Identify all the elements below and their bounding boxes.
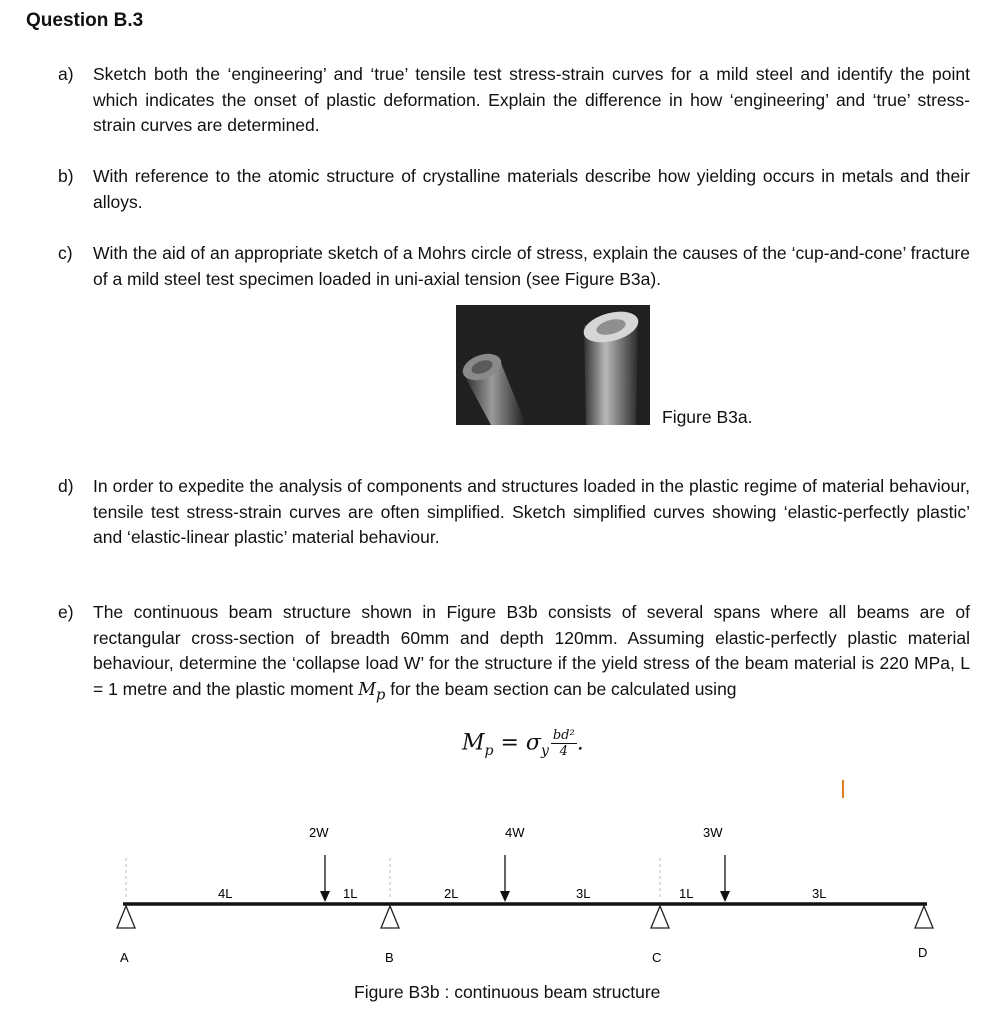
question-a-text: Sketch both the ‘engineering’ and ‘true’ tensile test stress-strain curves for a mild steel and identify the point which indicates the onset of plastic deformation. Explain the difference in how ‘engineering’ and ‘true’ stress-strain curves are determined.	[93, 64, 970, 135]
span-label-4: 3L	[576, 886, 591, 901]
support-a	[117, 906, 135, 928]
question-a-label: a)	[58, 64, 74, 84]
span-label-1: 4L	[218, 886, 233, 901]
question-c-text: With the aid of an appropriate sketch of a Mohrs circle of stress, explain the causes of the ‘cup-and-cone’ fracture of a mild steel test specimen loaded in uni-axial tension (see Figure B3a).	[93, 243, 970, 289]
question-c-label: c)	[58, 243, 73, 263]
plastic-moment-formula: $M_p = \sigma_y$ $\frac{\text{bd²}}{4}$ .	[462, 728, 584, 759]
load-label-4w: 4W	[505, 825, 525, 840]
support-c	[651, 906, 669, 928]
span-label-5: 1L	[679, 886, 694, 901]
question-title: Question B.3	[26, 10, 144, 31]
question-b-label: b)	[58, 166, 74, 186]
support-b	[381, 906, 399, 928]
question-b-text: With reference to the atomic structure of crystalline materials describe how yielding occurs in metals and their alloys.	[93, 166, 970, 212]
question-b	[58, 164, 970, 215]
formula-fraction: $\frac{\text{bd²}}{4}$	[552, 728, 575, 759]
figure-b3a-caption: Figure B3a.	[662, 407, 753, 427]
support-label-c: C	[652, 950, 662, 965]
question-d-text: In order to expedite the analysis of components and structures loaded in the plastic regime of material behaviour, tensile test stress-strain curves are often simplified. Sketch simplified curves showing ‘elastic-perfectly plastic’ and ‘elastic-linear plastic’ material behaviour.	[93, 476, 970, 547]
question-e-text-before: The continuous beam structure shown in Figure B3b consists of several spans where all beams are of rectangular cross-section of breadth 60mm and depth 120mm. Assuming elastic-perfectly plastic material behaviour, determine the ‘collapse load W’ for the structure if the yield stress of the beam material is 220 MPa, L = 1 metre and the plastic moment	[93, 602, 970, 699]
load-arrow-2w	[320, 855, 330, 902]
continuous-beam-diagram	[0, 800, 995, 980]
span-label-2: 1L	[343, 886, 358, 901]
question-d	[58, 474, 970, 551]
fracture-specimen-photo	[456, 305, 650, 425]
load-arrow-3w	[720, 855, 730, 902]
span-label-6: 3L	[812, 886, 827, 901]
text-cursor	[842, 780, 844, 798]
question-a	[58, 62, 970, 139]
question-e-text	[93, 600, 970, 708]
support-label-b: B	[385, 950, 394, 965]
support-label-d: D	[918, 945, 928, 960]
mp-symbol: $M_p$	[358, 679, 386, 703]
question-c	[58, 241, 970, 292]
question-d-label: d)	[58, 476, 74, 496]
span-label-3: 2L	[444, 886, 459, 901]
question-e-text-after: for the beam section can be calculated using	[385, 678, 737, 699]
support-d	[915, 906, 933, 928]
question-e-label: e)	[58, 602, 74, 622]
load-label-3w: 3W	[703, 825, 723, 840]
question-e	[58, 600, 970, 708]
support-label-a: A	[120, 950, 129, 965]
figure-b3b-caption: Figure B3b : continuous beam structure	[354, 982, 661, 1002]
load-arrow-4w	[500, 855, 510, 902]
load-label-2w: 2W	[309, 825, 329, 840]
